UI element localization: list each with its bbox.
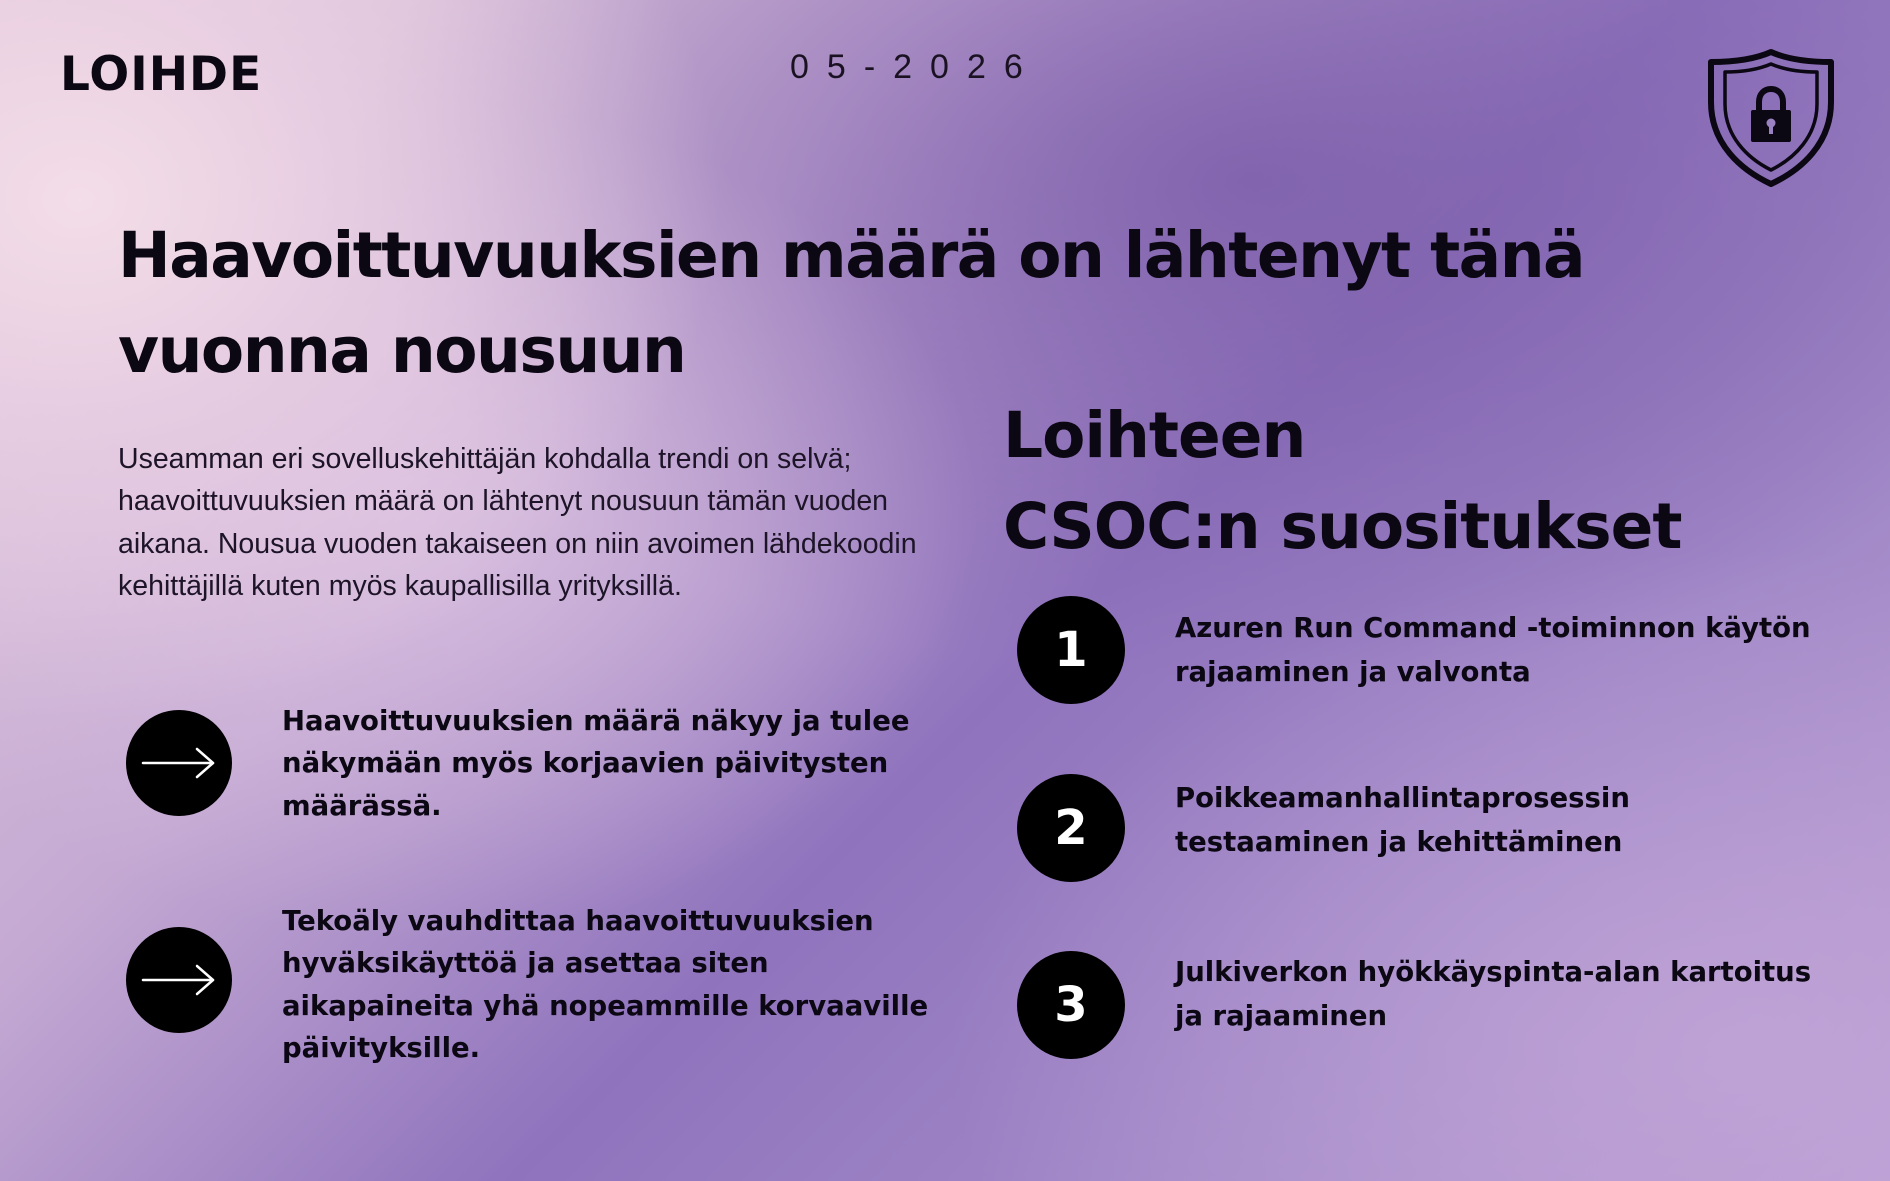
recommendation-number: 3 (1017, 951, 1125, 1059)
recommendation-number: 1 (1017, 596, 1125, 704)
arrow-right-icon (141, 964, 217, 996)
recommendation-text: Julkiverkon hyökkäyspinta-alan kartoitus ja rajaaminen (1175, 956, 1812, 1032)
arrow-circle (126, 927, 232, 1033)
recommendations-title-line1: Loihteen (1003, 399, 1306, 472)
recommendation-text: Poikkeamanhallintaprosessin testaaminen ja kehittäminen (1175, 782, 1630, 858)
shield-lock-icon (1703, 46, 1839, 190)
arrow-right-icon (141, 747, 217, 779)
bullet-text: Haavoittuvuuksien määrä näkyy ja tulee näkymään myös korjaavien päivitysten määrässä. (282, 705, 910, 822)
date-label: 05-2026 (790, 48, 1041, 86)
loihde-logo (60, 44, 300, 94)
arrow-circle (126, 710, 232, 816)
bullet-text: Tekoäly vauhdittaa haavoittuvuuksien hyväksikäyttöä ja asettaa siten aikapaineita yhä nopeammille korvaaville päivityksille. (282, 905, 929, 1064)
intro-paragraph: Useamman eri sovelluskehittäjän kohdalla trendi on selvä; haavoittuvuuksien määrä on lähtenyt nousuun tämän vuoden aikana. Nousua vuoden takaiseen on niin avoimen lähdekoodin kehittäjillä kuten myös kaupallisilla yrityksillä. (118, 443, 917, 602)
recommendation-text: Azuren Run Command -toiminnon käytön rajaaminen ja valvonta (1175, 612, 1811, 688)
recommendations-title-line2: CSOC:n suositukset (1003, 490, 1682, 563)
recommendations-title (1003, 390, 1763, 572)
recommendation-number: 2 (1017, 774, 1125, 882)
svg-text:LOIHDE: LOIHDE (60, 47, 263, 94)
headline: Haavoittuvuuksien määrä on lähtenyt tänä vuonna nousuun (118, 219, 1585, 387)
